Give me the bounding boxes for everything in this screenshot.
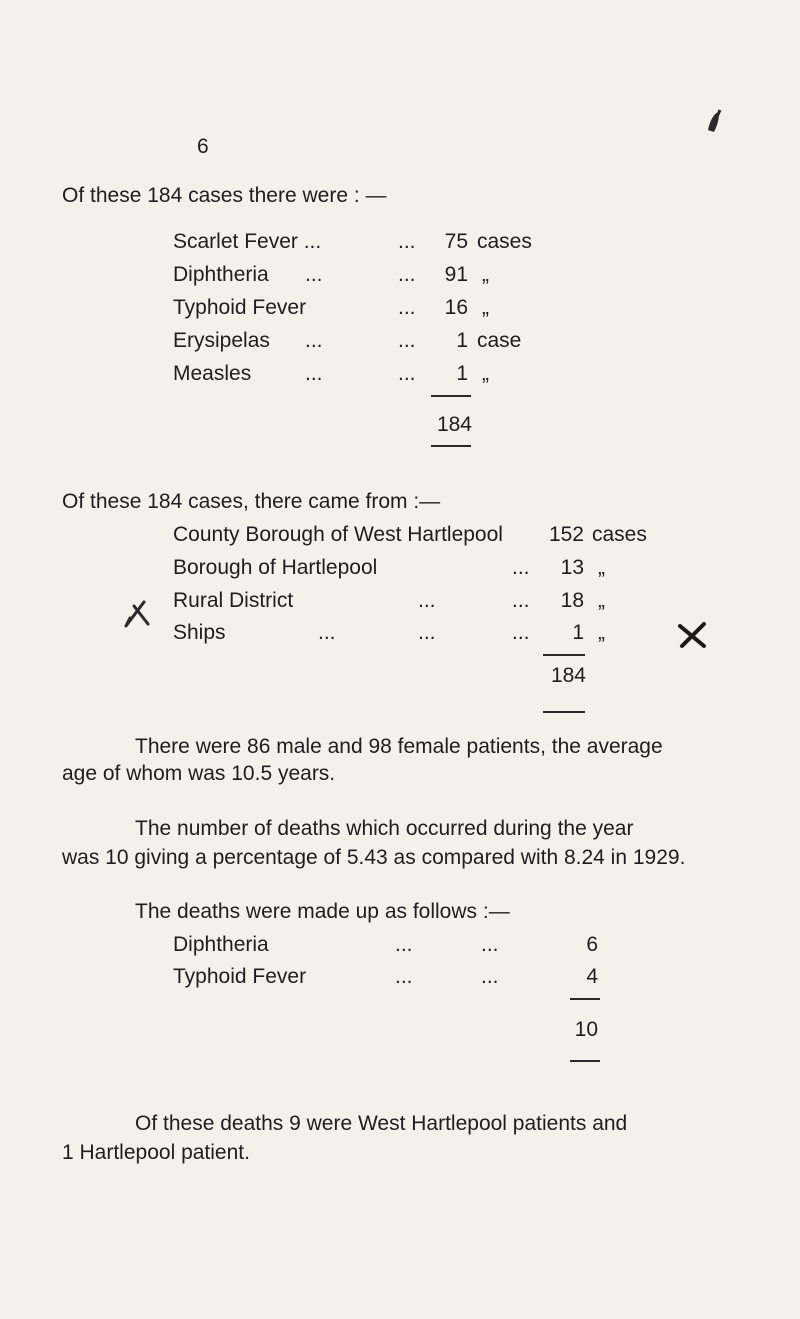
paragraph-line: was 10 giving a percentage of 5.43 as compared with 8.24 in 1929. (62, 846, 686, 869)
row-dots: ... (398, 263, 416, 286)
section1-intro: Of these 184 cases there were : — (62, 184, 387, 207)
paragraph-line: Of these deaths 9 were West Hartlepool patients and (135, 1112, 628, 1135)
sum-rule (570, 1060, 600, 1062)
row-label: County Borough of West Hartlepool (173, 523, 503, 546)
sum-rule (431, 445, 471, 447)
row-label: Ships (173, 621, 226, 644)
sum-rule (543, 711, 585, 713)
row-unit: „ (482, 362, 489, 385)
row-value: 16 (444, 296, 468, 319)
row-label: Borough of Hartlepool (173, 556, 378, 579)
sum-rule (431, 395, 471, 397)
pencil-x-mark-icon (676, 620, 710, 650)
row-label: Diphtheria (173, 933, 269, 956)
row-dots: ... (512, 556, 530, 579)
row-dots: ... (512, 589, 530, 612)
row-unit: „ (598, 621, 605, 644)
row-dots: ... (305, 329, 323, 352)
row-dots: ... (398, 296, 416, 319)
row-label: Measles (173, 362, 252, 385)
row-dots: ... (512, 621, 530, 644)
row-value: 4 (586, 965, 598, 988)
row-dots: ... (418, 589, 436, 612)
row-label: Typhoid Fever (173, 965, 307, 988)
row-dots: ... (305, 263, 323, 286)
row-value: 1 (572, 621, 584, 644)
row-label: Diphtheria (173, 263, 269, 286)
row-value: 18 (560, 589, 584, 612)
row-unit: cases (477, 230, 532, 253)
row-dots: ... (481, 965, 499, 988)
row-dots: ... (418, 621, 436, 644)
row-label: Rural District (173, 589, 294, 612)
row-unit: cases (592, 523, 647, 546)
row-value: 152 (548, 523, 584, 546)
sum-rule (570, 998, 600, 1000)
row-unit: „ (598, 556, 605, 579)
row-dots: ... (395, 965, 413, 988)
row-label: Erysipelas (173, 329, 270, 352)
paragraph-line: There were 86 male and 98 female patients, the average (135, 735, 663, 758)
row-value: 91 (444, 263, 468, 286)
row-dots: ... (398, 362, 416, 385)
section2-total: 184 (550, 664, 586, 687)
section2-intro: Of these 184 cases, there came from :— (62, 490, 441, 513)
row-unit: case (477, 329, 522, 352)
paragraph-line: age of whom was 10.5 years. (62, 762, 336, 785)
section1-total: 184 (436, 413, 472, 436)
pencil-mark-icon (700, 100, 730, 140)
section3-total: 10 (574, 1018, 598, 1041)
row-value: 1 (456, 362, 468, 385)
sum-rule (543, 654, 585, 656)
row-dots: ... (398, 329, 416, 352)
row-value: 13 (560, 556, 584, 579)
paragraph-line: 1 Hartlepool patient. (62, 1141, 250, 1164)
paragraph-line: The number of deaths which occurred during the year (135, 817, 634, 840)
row-label: Scarlet Fever ... (173, 230, 322, 253)
pencil-cross-icon (120, 596, 156, 632)
section3-intro: The deaths were made up as follows :— (135, 900, 510, 923)
row-dots: ... (305, 362, 323, 385)
row-dots: ... (318, 621, 336, 644)
row-dots: ... (481, 933, 499, 956)
row-value: 6 (586, 933, 598, 956)
row-dots: ... (398, 230, 416, 253)
row-dots: ... (395, 933, 413, 956)
row-unit: „ (598, 589, 605, 612)
page-number: 6 (197, 135, 209, 158)
row-label: Typhoid Fever (173, 296, 307, 319)
row-value: 75 (444, 230, 468, 253)
row-unit: „ (482, 263, 489, 286)
row-value: 1 (456, 329, 468, 352)
row-unit: „ (482, 296, 489, 319)
